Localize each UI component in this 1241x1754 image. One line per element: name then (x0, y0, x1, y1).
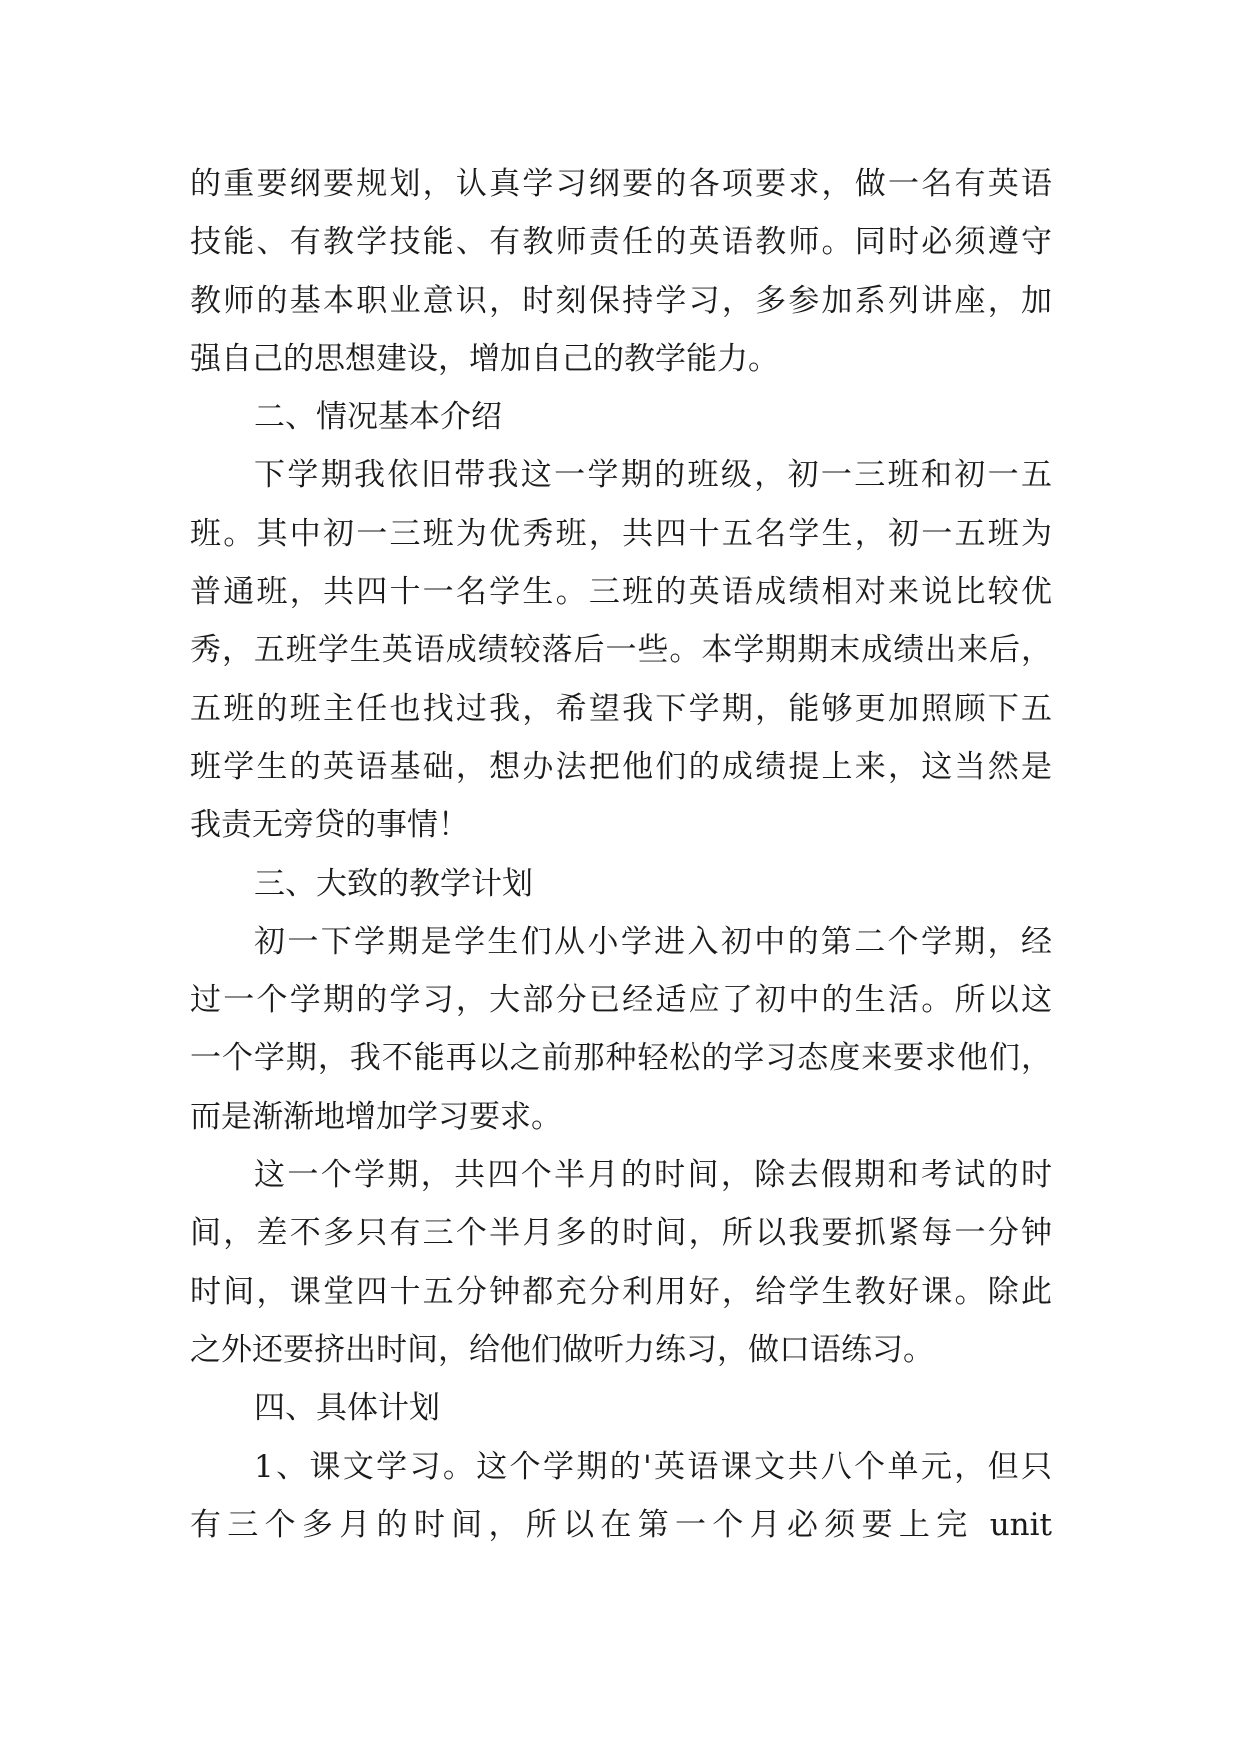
text-line: 班。其中初一三班为优秀班，共四十五名学生，初一五班为 (190, 515, 1052, 552)
text-line: 五班的班主任也找过我，希望我下学期，能够更加照顾下五 (190, 690, 1052, 727)
text-line: 过一个学期的学习，大部分已经适应了初中的生活。所以这 (190, 982, 1052, 1019)
text-line: 我责无旁贷的事情！ (190, 807, 469, 844)
text-line: 强自己的思想建设，增加自己的教学能力。 (190, 340, 779, 377)
text-line: 初一下学期是学生们从小学进入初中的第二个学期，经 (254, 923, 1052, 960)
text-line: 普通班，共四十一名学生。三班的英语成绩相对来说比较优 (190, 574, 1052, 611)
text-line: 间，差不多只有三个半月多的时间，所以我要抓紧每一分钟 (190, 1215, 1052, 1252)
text-line: 下学期我依旧带我这一学期的班级，初一三班和初一五 (254, 457, 1052, 494)
text-line: 一个学期，我不能再以之前那种轻松的学习态度来要求他们， (190, 1040, 1052, 1077)
text-line: 1、课文学习。这个学期的'英语课文共八个单元，但只 (254, 1448, 1052, 1485)
text-line: 秀，五班学生英语成绩较落后一些。本学期期末成绩出来后， (190, 632, 1052, 669)
text-line: 技能、有教学技能、有教师责任的英语教师。同时必须遵守 (190, 224, 1052, 261)
section-heading: 二、情况基本介绍 (254, 399, 502, 436)
text-line: 的重要纲要规划，认真学习纲要的各项要求，做一名有英语 (190, 166, 1052, 202)
text-line: 班学生的英语基础，想办法把他们的成绩提上来，这当然是 (190, 748, 1052, 785)
section-heading: 三、大致的教学计划 (254, 865, 533, 902)
section-heading: 四、具体计划 (254, 1390, 440, 1427)
text-line: 有三个多月的时间，所以在第一个月必须要上完 unit (190, 1506, 1052, 1543)
text-line: 之外还要挤出时间，给他们做听力练习，做口语练习。 (190, 1331, 934, 1368)
document-body (190, 155, 1052, 1554)
text-line: 这一个学期，共四个半月的时间，除去假期和考试的时 (254, 1157, 1052, 1194)
text-line: 时间，课堂四十五分钟都充分利用好，给学生教好课。除此 (190, 1273, 1052, 1310)
text-line: 而是渐渐地增加学习要求。 (190, 1098, 562, 1135)
text-line: 教师的基本职业意识，时刻保持学习，多参加系列讲座，加 (190, 282, 1052, 319)
